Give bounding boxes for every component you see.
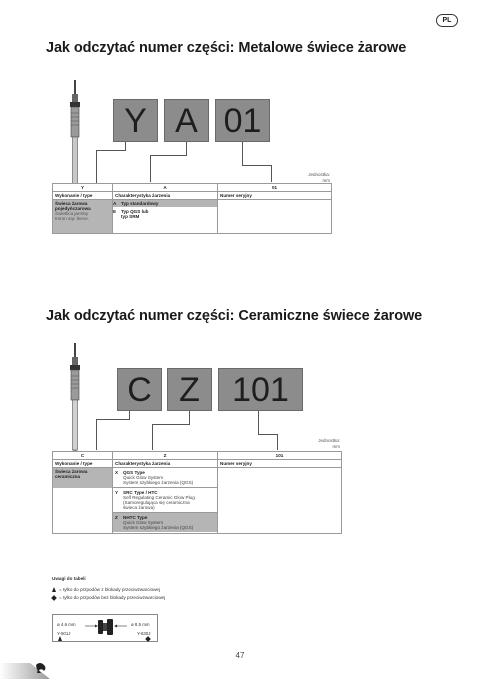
code-box-type: Y: [113, 99, 158, 142]
note-triangle: [52, 587, 165, 592]
part-number-table-metal: [52, 183, 332, 234]
section1-heading: Jak odczytać numer części: Metalowe świece żarowe: [46, 40, 407, 56]
diamond-icon: [145, 636, 151, 642]
leader-line-characteristic-v: [150, 156, 151, 182]
row-code: X: [115, 470, 119, 475]
sub-header: Charakterystyka żarzenia: [113, 192, 218, 200]
note-text: = tylko do przpodów z blokady przeciwzwarciowej: [59, 587, 160, 592]
code-box-serial: 01: [215, 99, 270, 142]
sub-header: Wykonanie / type: [53, 192, 113, 200]
notes-title: Uwagi do tabeli: [52, 576, 86, 581]
row-code: E: [113, 209, 117, 214]
connector-comparison-box: [52, 614, 158, 642]
type-cell: [53, 200, 113, 234]
diamond-icon: [51, 595, 57, 601]
row-line: System szybkiego żarzenia (QGS): [123, 480, 194, 485]
row-title: Typ QGS lub: [121, 209, 149, 214]
right-dimension: ø 8.5 mm: [131, 622, 150, 627]
glow-plug-image-ceramic: [66, 343, 84, 455]
language-badge: PL: [436, 14, 458, 27]
triangle-icon: [52, 587, 56, 592]
serial-cell: [218, 468, 342, 534]
characteristic-row: [113, 513, 217, 533]
col-header: Y: [53, 184, 113, 192]
part-number-table-ceramic: [52, 451, 342, 534]
code-box-serial: 101: [218, 368, 303, 411]
leader-line-characteristic: [152, 411, 190, 425]
table-notes: [52, 576, 165, 603]
type-subtitle: Imron sąc feece.: [55, 216, 89, 221]
row-code: A: [113, 201, 117, 206]
row-line: Quick Glow System: [123, 520, 164, 525]
leader-line-type-v: [125, 142, 126, 151]
characteristic-cell: [113, 468, 218, 534]
note-diamond: [52, 595, 165, 600]
leader-line-serial-v: [277, 435, 278, 450]
unit-note-2: Jednostka: mm: [318, 438, 340, 449]
characteristic-row: [113, 200, 217, 208]
col-header: A: [113, 184, 218, 192]
connector-illustration: [83, 617, 129, 639]
type-title: Świeca żarowa pojedyńczarowa: [55, 201, 91, 211]
right-code: Y-630J: [137, 631, 151, 636]
col-header: 01: [218, 184, 332, 192]
leader-line-type-v: [129, 411, 130, 420]
characteristic-row: [113, 468, 217, 488]
code-box-type: C: [117, 368, 162, 411]
row-title: QGS Type: [123, 470, 145, 475]
type-subtitle: Świetlica jarmby: [55, 211, 89, 216]
left-dimension: ø 4.6 mm: [57, 622, 76, 627]
row-line: System szybkiego żarzenia (QGS): [123, 525, 194, 530]
row-line: typ SRM: [121, 214, 140, 219]
unit-note-1: Jednostka: mm: [308, 172, 330, 183]
leader-line-serial: [258, 411, 278, 435]
leader-line-type: [96, 419, 130, 450]
serial-cell: [218, 200, 332, 234]
col-header: C: [53, 452, 113, 460]
sub-header: Wykonanie / type: [53, 460, 113, 468]
code-box-characteristic: A: [164, 99, 209, 142]
leader-line-serial: [242, 142, 272, 166]
triangle-icon: [58, 636, 62, 641]
col-header: 101: [218, 452, 342, 460]
section2-heading: Jak odczytać numer części: Ceramiczne świece żarowe: [46, 308, 423, 324]
characteristic-row: [113, 488, 217, 513]
col-header: Z: [113, 452, 218, 460]
row-title: Typ standardowy: [121, 201, 159, 206]
code-box-characteristic: Z: [167, 368, 212, 411]
glow-plug-image-metal: [66, 80, 84, 192]
corner-logo-tab: [0, 655, 58, 679]
row-code: Z: [115, 515, 118, 520]
characteristic-row: [113, 208, 217, 221]
page-number: 47: [235, 651, 245, 660]
type-cell: [53, 468, 113, 534]
leader-line-characteristic: [150, 142, 187, 156]
characteristic-cell: [113, 200, 218, 234]
row-line: Self Regulating Ceramic Glow Plug: [123, 495, 195, 500]
row-code: Y: [115, 490, 119, 495]
leader-line-characteristic-v: [152, 425, 153, 450]
leader-line-serial-v: [271, 166, 272, 182]
left-code: Y-501J: [57, 631, 71, 636]
row-line: (Samoregulująca się ceramiczna: [123, 500, 190, 505]
sub-header: Charakterystyka żarzenia: [113, 460, 218, 468]
sub-header: Numer seryjny: [218, 460, 342, 468]
row-title: NHTC Type: [123, 515, 148, 520]
note-text: = tylko do przpodów bez blokady przeciwzwarciowej: [59, 595, 166, 600]
row-title: SRC Type / HTC: [123, 490, 158, 495]
row-line: świeca żarowa): [123, 505, 155, 510]
type-title: Świeca żarowa ceramiczna: [55, 469, 88, 479]
sub-header: Numer seryjny: [218, 192, 332, 200]
row-line: Quick Glow System: [123, 475, 164, 480]
